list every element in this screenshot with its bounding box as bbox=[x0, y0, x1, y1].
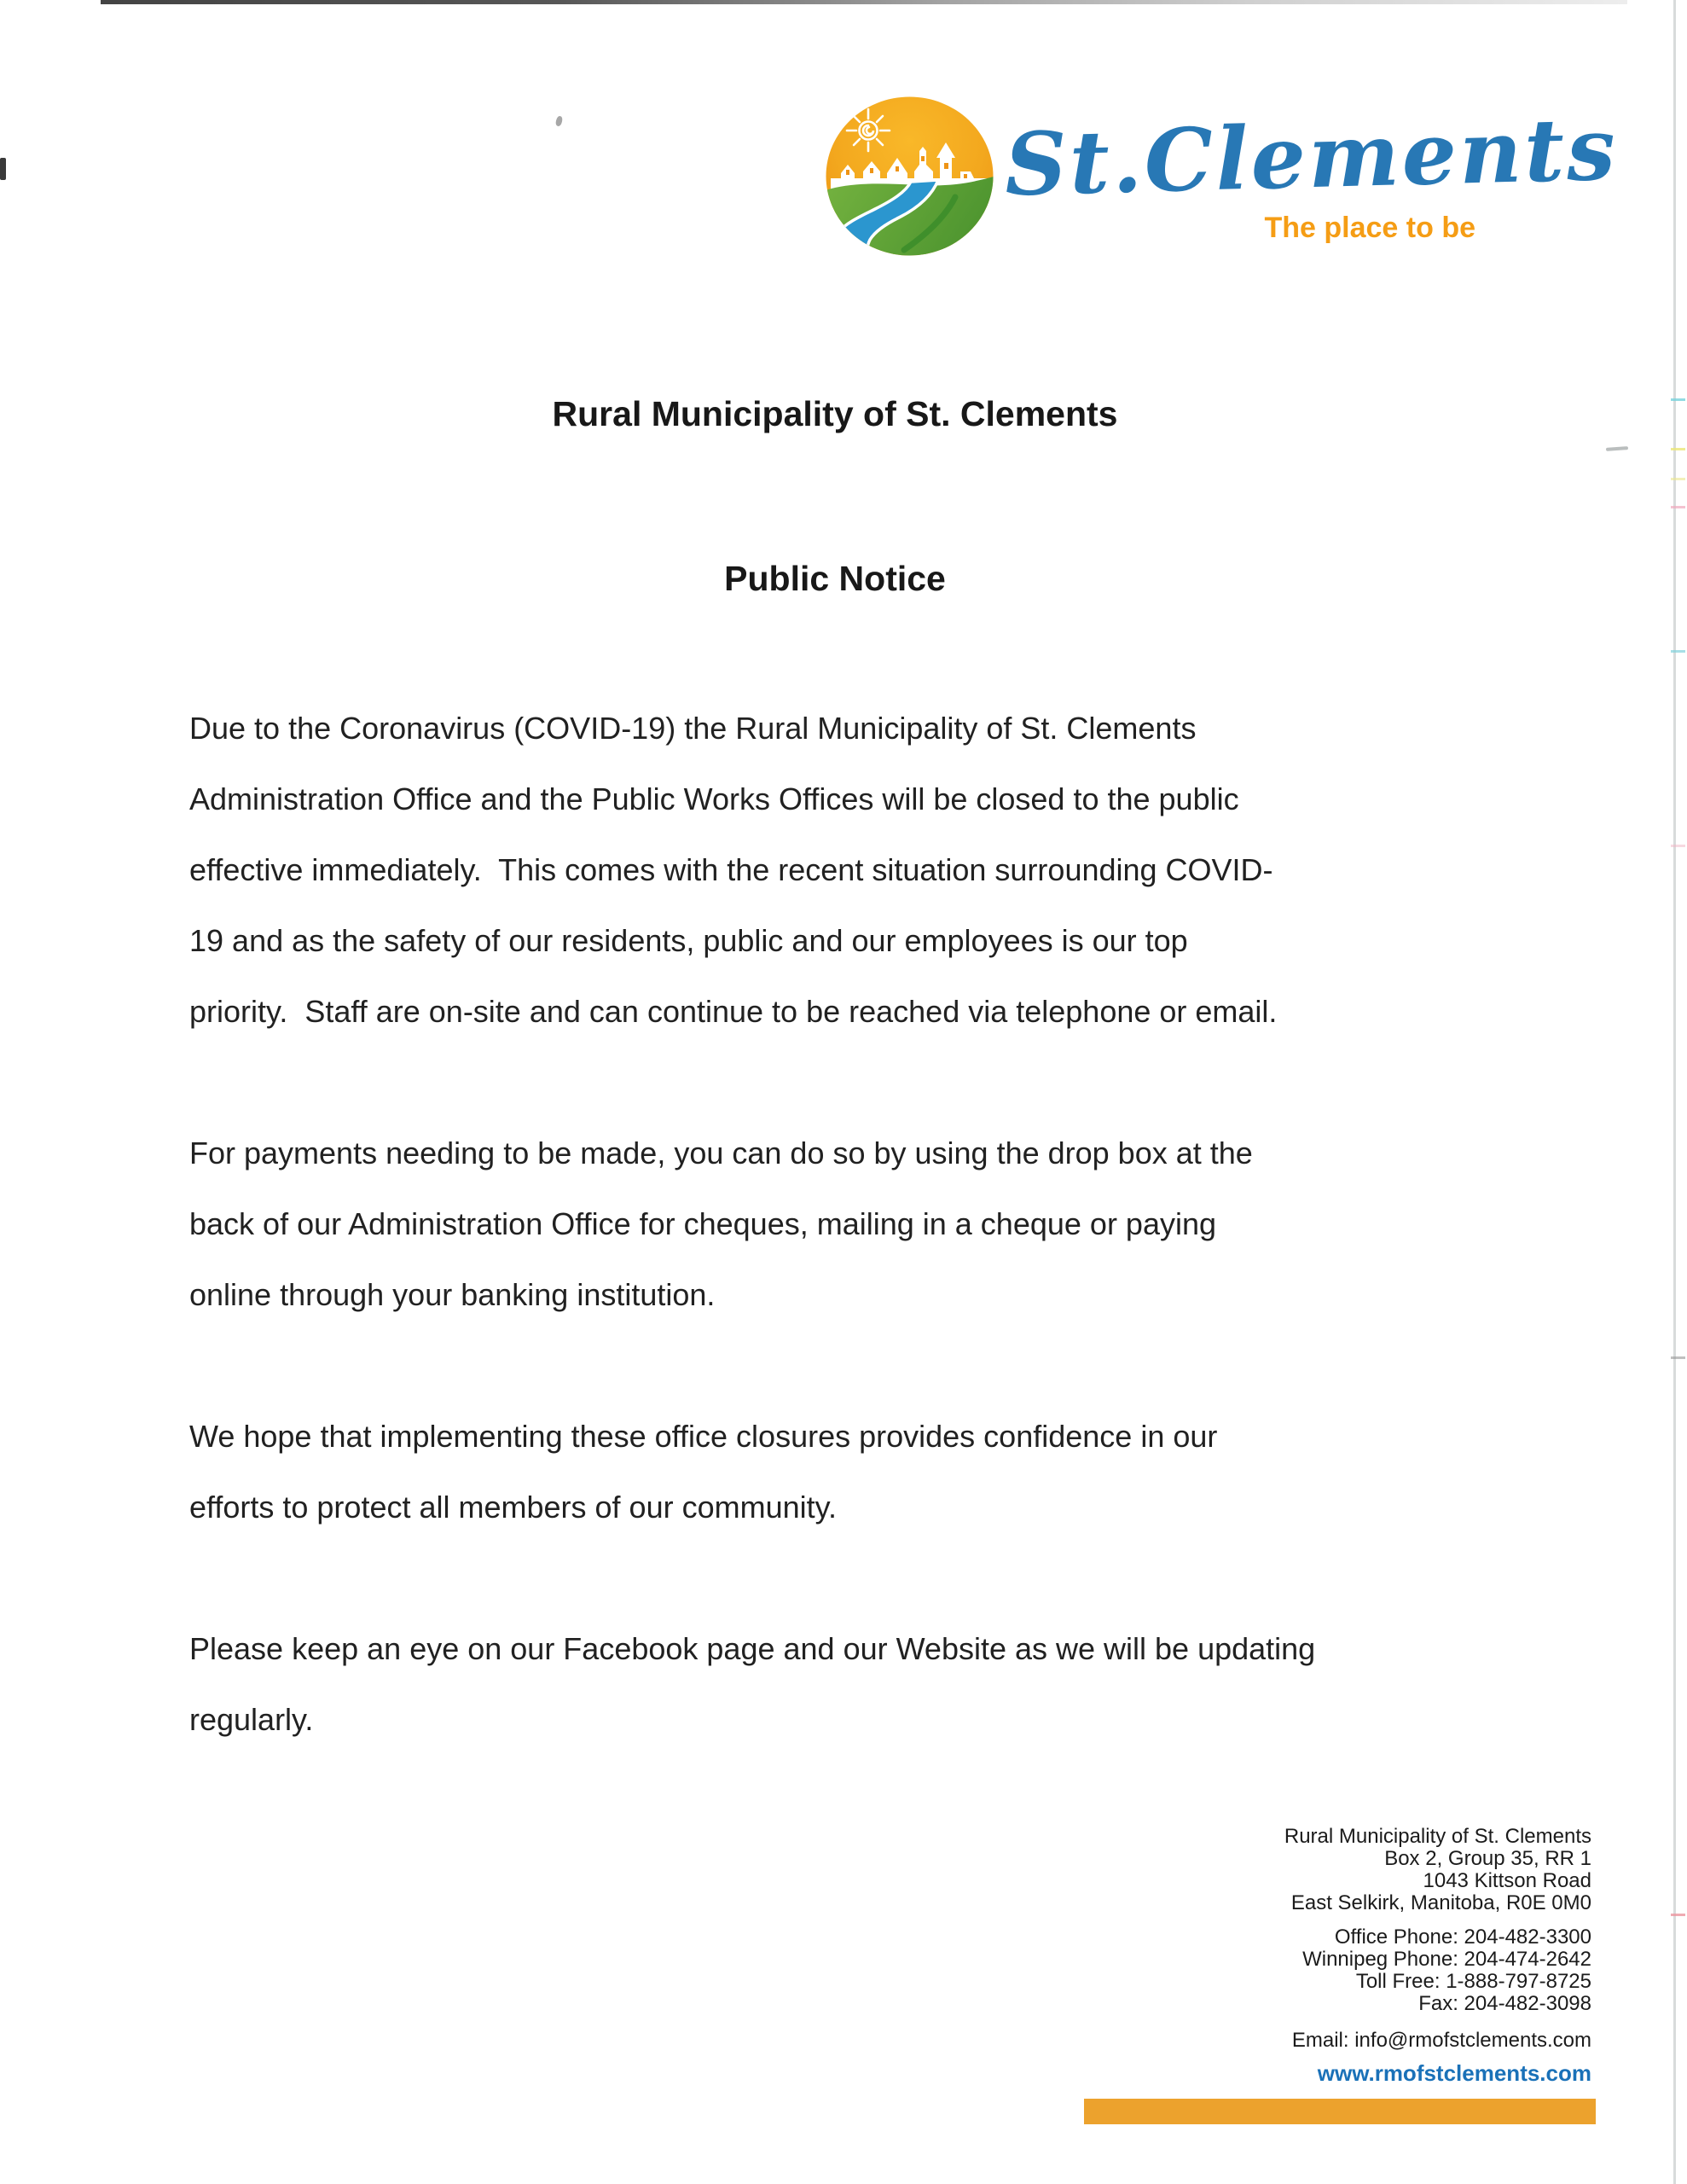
paragraph bbox=[189, 1613, 1520, 1755]
logo-tagline: The place to be bbox=[1264, 212, 1475, 244]
scan-artifact-top-edge bbox=[101, 0, 1627, 4]
phone-line: Winnipeg Phone: 204-474-2642 bbox=[1302, 1948, 1591, 1971]
paragraph-line: For payments needing to be made, you can do so by using the drop box at the bbox=[189, 1136, 1253, 1170]
scan-artifact-tick bbox=[1671, 650, 1685, 653]
notice-heading: Public Notice bbox=[724, 559, 946, 598]
scan-artifact-tick bbox=[1671, 1356, 1685, 1359]
scan-artifact-tick bbox=[1671, 398, 1685, 401]
phone-line: Office Phone: 204-482-3300 bbox=[1334, 1926, 1591, 1949]
phone-line: Toll Free: 1-888-797-8725 bbox=[1355, 1970, 1591, 1993]
phone-line: Fax: 204-482-3098 bbox=[1418, 1992, 1591, 2015]
address-line: East Selkirk, Manitoba, R0E 0M0 bbox=[1290, 1891, 1591, 1914]
municipality-logo-icon bbox=[826, 96, 994, 256]
address-line: 1043 Kittson Road bbox=[1423, 1869, 1591, 1892]
footer-accent-bar bbox=[1084, 2099, 1596, 2124]
phone-numbers bbox=[1284, 1926, 1591, 2015]
scan-artifact-tick bbox=[1671, 506, 1685, 508]
scan-artifact-tick bbox=[1671, 1914, 1685, 1916]
paragraph-line: Administration Office and the Public Works Offices will be closed to the public bbox=[189, 781, 1239, 816]
paragraph bbox=[189, 693, 1520, 1047]
paragraph-line: efforts to protect all members of our community. bbox=[189, 1490, 837, 1525]
scan-artifact-dash bbox=[1606, 446, 1628, 451]
paragraph-line: Due to the Coronavirus (COVID-19) the Rural Municipality of St. Clements bbox=[189, 711, 1197, 746]
scan-artifact-tick bbox=[1671, 448, 1685, 450]
mailing-address bbox=[1284, 1826, 1591, 1914]
scan-artifact-right-line bbox=[1673, 0, 1676, 2184]
paragraph-line: regularly. bbox=[189, 1702, 314, 1737]
scan-artifact-tick bbox=[1671, 845, 1685, 847]
address-line: Rural Municipality of St. Clements bbox=[1284, 1825, 1591, 1848]
website-url: www.rmofstclements.com bbox=[1317, 2060, 1591, 2086]
logo-wordmark: St.Clements bbox=[1003, 97, 1620, 216]
paragraph-line: online through your banking institution. bbox=[189, 1277, 716, 1312]
paragraph-line: effective immediately. This comes with the recent situation surrounding COVID- bbox=[189, 852, 1273, 887]
paragraph-line: 19 and as the safety of our residents, public and our employees is our top bbox=[189, 923, 1188, 958]
page-title: Rural Municipality of St. Clements bbox=[552, 394, 1118, 433]
paragraph bbox=[189, 1118, 1520, 1330]
contact-block bbox=[1284, 1826, 1591, 2084]
paragraph-line: back of our Administration Office for cheques, mailing in a cheque or paying bbox=[189, 1206, 1217, 1241]
paragraph-line: priority. Staff are on-site and can continue to be reached via telephone or email. bbox=[189, 994, 1278, 1029]
email-line: Email: info@rmofstclements.com bbox=[1291, 2029, 1591, 2052]
paragraph bbox=[189, 1401, 1520, 1542]
scan-artifact-tick bbox=[1671, 478, 1685, 480]
notice-body bbox=[189, 693, 1520, 1826]
paragraph-line: We hope that implementing these office closures provides confidence in our bbox=[189, 1419, 1218, 1454]
scan-artifact-left-dash bbox=[0, 158, 6, 180]
paragraph-line: Please keep an eye on our Facebook page and our Website as we will be updating bbox=[189, 1631, 1316, 1666]
scan-artifact-dot bbox=[555, 115, 564, 126]
address-line: Box 2, Group 35, RR 1 bbox=[1384, 1847, 1591, 1870]
